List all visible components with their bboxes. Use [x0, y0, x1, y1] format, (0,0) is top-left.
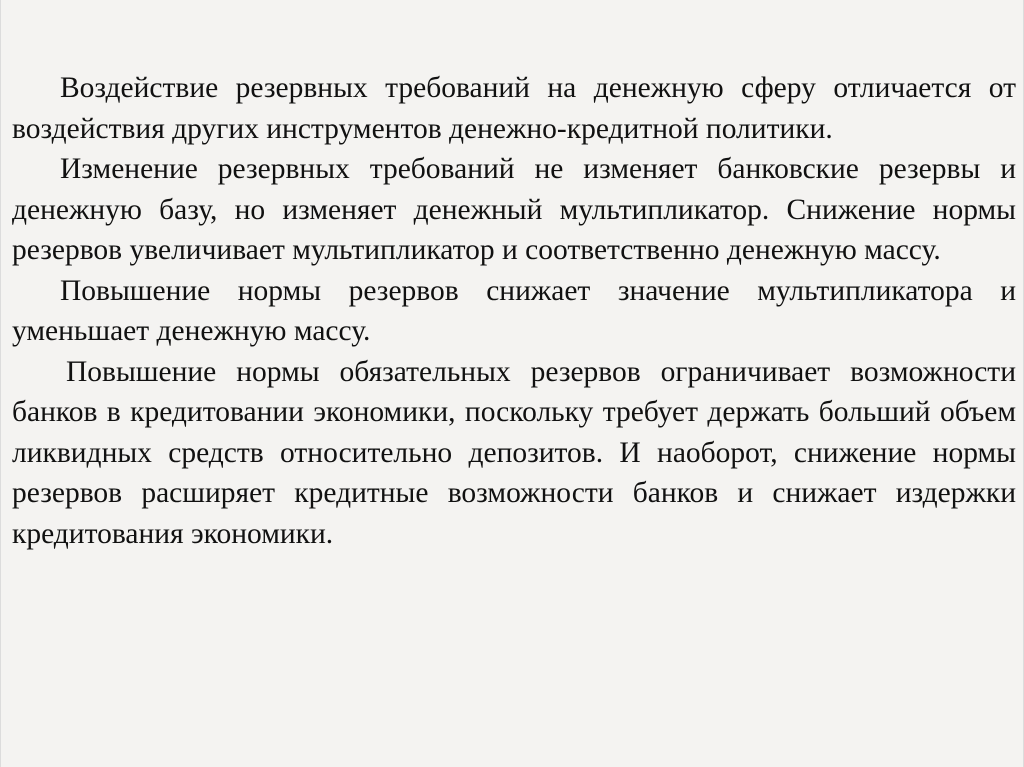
slide-text-block — [12, 68, 1016, 554]
paragraph-multiplier-change: Изменение резервных требований не изменяет банковские резервы и денежную базу, но изменяет денежный мультипликатор. Снижение нормы резервов увеличивает мультипликатор и соответственно денежную массу. — [12, 153, 1016, 266]
paragraph-reserve-impact: Воздействие резервных требований на денежную сферу отличается от воздействия других инструментов денежно-кредитной политики. — [12, 72, 1016, 145]
paragraph-rate-increase: Повышение нормы резервов снижает значение мультипликатора и уменьшает денежную массу. — [12, 274, 1016, 347]
paragraph-credit-capacity: Повышение нормы обязательных резервов ограничивает возможности банков в кредитовании экономики, поскольку требует держать больший объем ликвидных средств относительно депозитов. И наоборот, снижение нормы резервов расширяет кредитные возможности банков и снижает издержки кредитования экономики. — [12, 355, 1016, 550]
